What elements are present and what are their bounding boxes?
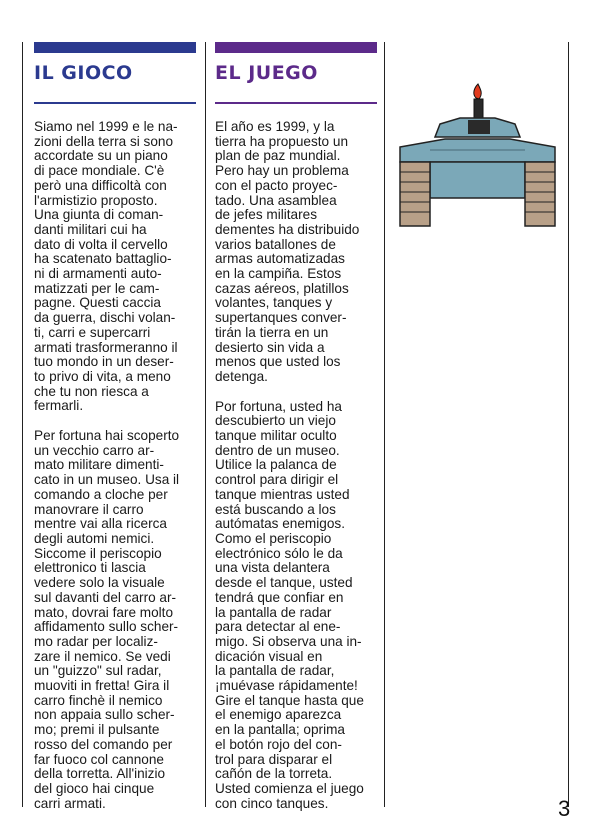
column-divider-left xyxy=(22,42,23,807)
italian-title: IL GIOCO xyxy=(34,62,133,84)
italian-title-rule xyxy=(34,102,196,104)
column-divider-far-right xyxy=(568,42,569,807)
spanish-title-rule xyxy=(215,102,377,104)
tank-icon xyxy=(390,82,565,237)
italian-column xyxy=(34,42,196,826)
italian-body xyxy=(34,120,196,811)
column-divider-middle xyxy=(205,42,206,807)
spanish-body xyxy=(215,120,377,811)
column-divider-right xyxy=(384,42,385,807)
spanish-paragraph: El año es 1999, y la tierra ha propuesto un plan de paz mundial. Pero hay un problema con el pacto proyec- tado. Una asamblea de jefes militares dementes ha distribuido varios batallones de armas automatizadas en la campiña. Estos cazas aéreos, platillos volantes, tanques y supertanques conver- tirán la tierra en un desierto sin vida a menos que usted los detenga. xyxy=(215,119,360,384)
italian-paragraph: Per fortuna hai scoperto un vecchio carro ar- mato militare dimenti- cato in un museo. Usa il comando a cloche per manovrare il carro mentre vai alla ricerca degli automi nemici. Siccome il periscopio elettronico ti lascia vedere solo la visuale sul davanti del carro ar- mato, dovrai fare molto affidamento sullo scher- mo radar per localiz- zare il nemico. Se vedi un "guizzo" sul radar, muoviti in fretta! Gira il carro finchè il nemico non appaia sullo scher- mo; premi il pulsante rosso del comando per far fuoco col cannone della torretta. All'inizio del gioco hai cinque carri armati. xyxy=(34,428,180,811)
spanish-paragraph: Por fortuna, usted ha descubierto un viejo tanque militar oculto dentro de un museo. Utilice la palanca de control para dirigir el tanque mientras usted está buscando a los autómatas enemigos. Como el periscopio electrónico sólo le da una vista delantera desde el tanque, usted tendrá que confiar en la pantalla de radar para detectar al ene- migo. Si observa una in- dicación visual en la pantalla de radar, ¡muévase rápidamente! Gire el tanque hasta que el enemigo aparezca en la pantalla; oprima el botón rojo del con- trol para disparar el cañón de la torreta. Usted comienza el juego con cinco tanques. xyxy=(215,398,364,811)
italian-paragraph: Siamo nel 1999 e le na- zioni della terra si sono accordate su un piano di pace mondiale. C'è però una difficoltà con l'armistizio proposto. Una giunta di coman- danti militari cui ha dato di volta il cervello ha scatenato battaglio- ni di armamenti auto- matizzati per le cam- pagne. Questi caccia da guerra, dischi volan- ti, carri e supercarri armati trasformeranno il tuo mondo in un deser- to privo di vita, a meno che tu non riesca a fermarli. xyxy=(34,119,178,414)
spanish-color-bar xyxy=(215,42,377,53)
spanish-title: EL JUEGO xyxy=(215,62,318,84)
spanish-column xyxy=(215,42,377,826)
page-number: 3 xyxy=(558,796,571,821)
italian-color-bar xyxy=(34,42,196,53)
